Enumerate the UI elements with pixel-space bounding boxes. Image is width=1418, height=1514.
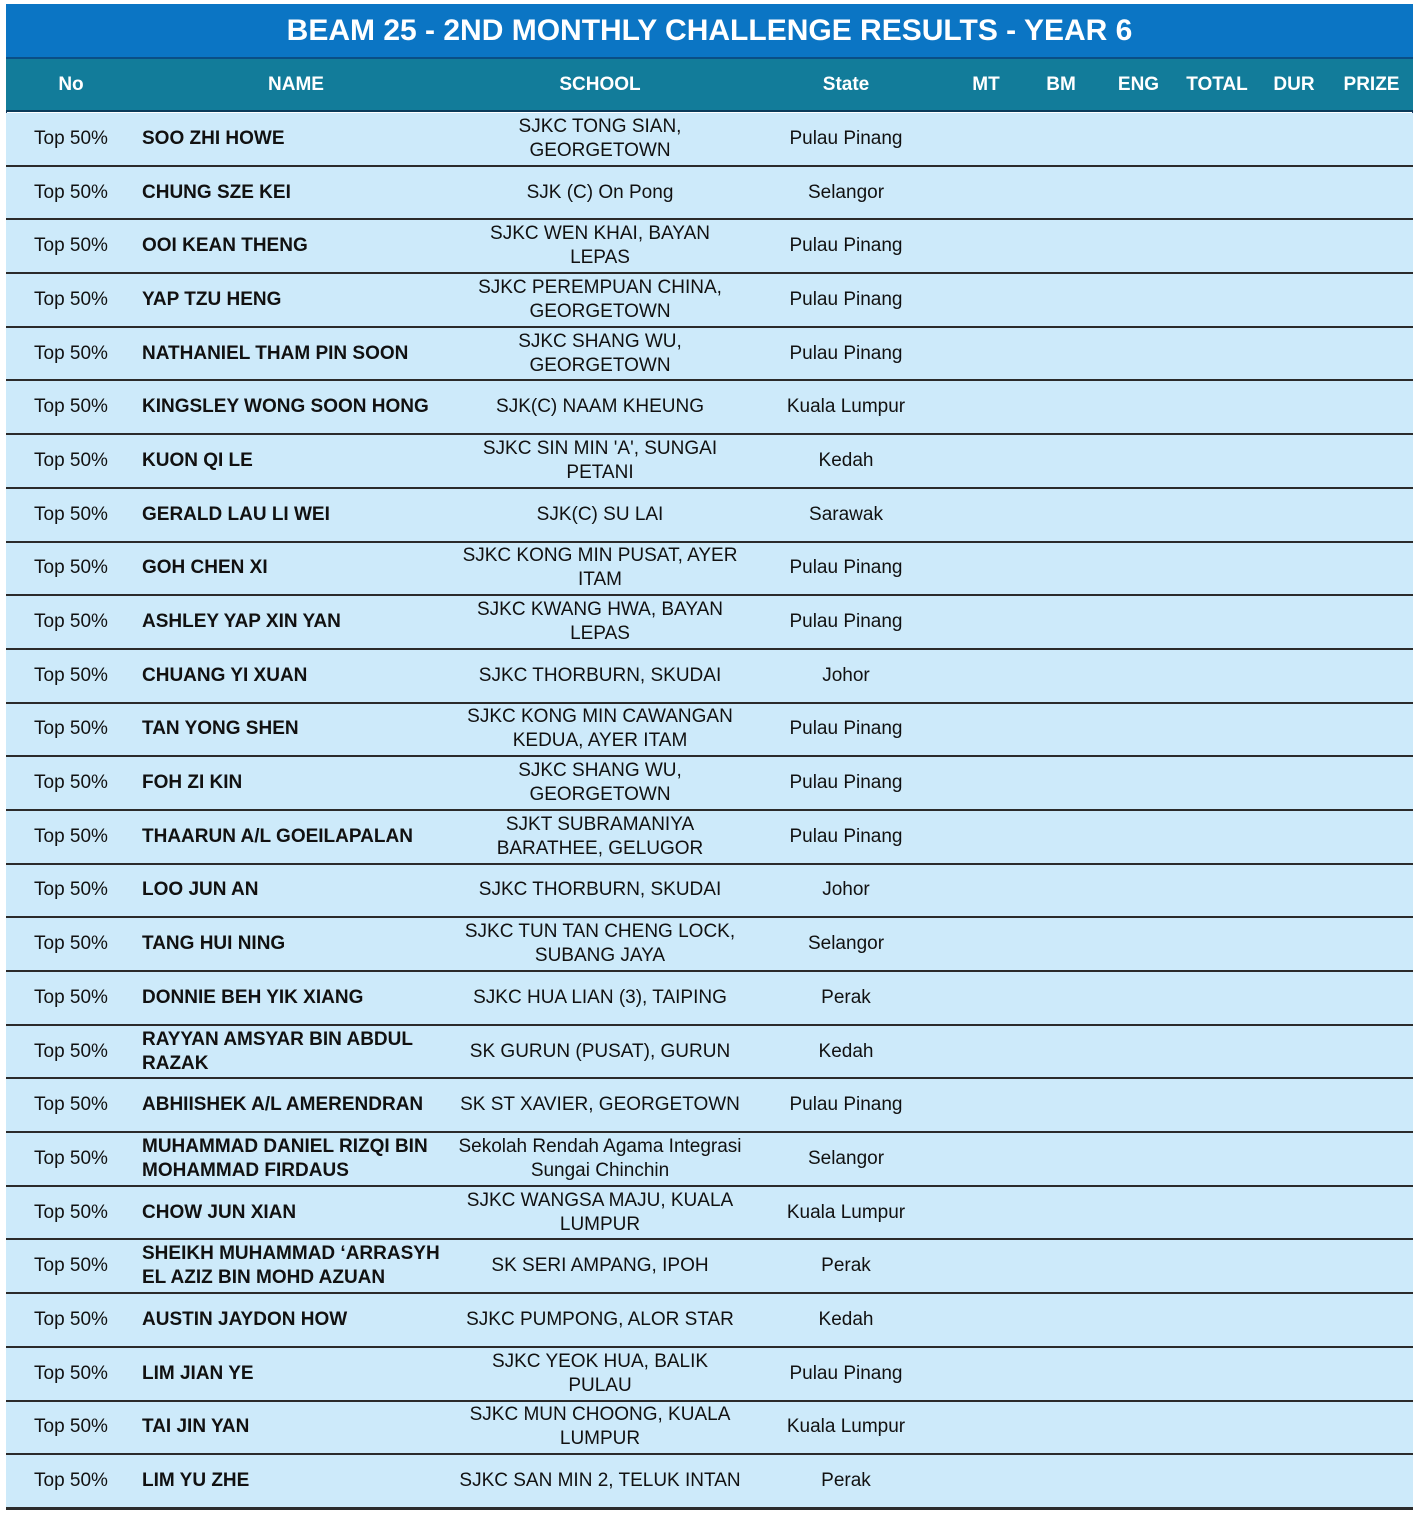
state-cell: Selangor	[807, 1147, 885, 1169]
table-row	[6, 381, 1413, 435]
rank-cell: Top 50%	[34, 933, 108, 955]
table-row	[6, 1402, 1413, 1456]
results-table-body	[6, 113, 1413, 1509]
state-cell: Pulau Pinang	[789, 342, 903, 364]
table-row	[6, 972, 1413, 1026]
rank-cell: Top 50%	[34, 1201, 108, 1223]
name-cell: CHUNG SZE KEI	[142, 181, 291, 203]
school-cell: SJKC PUMPONG, ALOR STAR	[466, 1308, 734, 1330]
name-cell: CHOW JUN XIAN	[142, 1201, 297, 1223]
state-cell: Pulau Pinang	[789, 825, 903, 847]
state-cell: Perak	[821, 1255, 871, 1277]
state-cell: Kuala Lumpur	[786, 1201, 906, 1223]
name-cell: SHEIKH MUHAMMAD ‘ARRASYH EL AZIZ BIN MOHD AZUAN	[142, 1243, 440, 1289]
table-row	[6, 167, 1413, 221]
table-bottom-border	[6, 1508, 1413, 1510]
state-cell: Johor	[822, 664, 870, 686]
page-title: BEAM 25 - 2ND MONTHLY CHALLENGE RESULTS - YEAR 6	[6, 4, 1413, 59]
rank-cell: Top 50%	[34, 772, 108, 794]
table-row	[6, 1294, 1413, 1348]
rank-cell: Top 50%	[34, 986, 108, 1008]
state-cell: Perak	[821, 986, 871, 1008]
school-cell: SJKC YEOK HUA, BALIK PULAU	[491, 1350, 709, 1396]
name-cell: DONNIE BEH YIK XIANG	[142, 986, 364, 1008]
name-cell: RAYYAN AMSYAR BIN ABDUL RAZAK	[142, 1028, 413, 1074]
school-cell: SJKC THORBURN, SKUDAI	[478, 879, 722, 901]
rank-cell: Top 50%	[34, 664, 108, 686]
state-cell: Selangor	[807, 933, 885, 955]
name-cell: THAARUN A/L GOEILAPALAN	[142, 825, 413, 847]
school-cell: SK ST XAVIER, GEORGETOWN	[460, 1094, 740, 1116]
rank-cell: Top 50%	[34, 503, 108, 525]
header-name: NAME	[268, 73, 324, 95]
table-row	[6, 1026, 1413, 1080]
name-cell: AUSTIN JAYDON HOW	[142, 1308, 348, 1330]
state-cell: Perak	[821, 1470, 871, 1492]
rank-cell: Top 50%	[34, 127, 108, 149]
header-eng: ENG	[1117, 73, 1160, 95]
school-cell: Sekolah Rendah Agama Integrasi Sungai Chinchin	[458, 1135, 742, 1181]
name-cell: FOH ZI KIN	[142, 772, 243, 794]
rank-cell: Top 50%	[34, 611, 108, 633]
table-row	[6, 865, 1413, 919]
rank-cell: Top 50%	[34, 1094, 108, 1116]
name-cell: LOO JUN AN	[142, 879, 259, 901]
name-cell: ABHIISHEK A/L AMERENDRAN	[142, 1094, 424, 1116]
school-cell: SJK(C) SU LAI	[536, 503, 664, 525]
rank-cell: Top 50%	[34, 1147, 108, 1169]
header-state: State	[822, 73, 870, 95]
state-cell: Kedah	[818, 1040, 874, 1062]
rank-cell: Top 50%	[34, 1308, 108, 1330]
header-prize: PRIZE	[1343, 73, 1400, 95]
rank-cell: Top 50%	[34, 879, 108, 901]
school-cell: SJKC SHANG WU, GEORGETOWN	[518, 760, 682, 806]
state-cell: Pulau Pinang	[789, 288, 903, 310]
table-row	[6, 704, 1413, 758]
school-cell: SJKC TUN TAN CHENG LOCK, SUBANG JAYA	[464, 921, 736, 967]
name-cell: OOI KEAN THENG	[142, 235, 308, 257]
name-cell: TANG HUI NING	[142, 933, 286, 955]
rank-cell: Top 50%	[34, 1470, 108, 1492]
table-row	[6, 811, 1413, 865]
state-cell: Pulau Pinang	[789, 611, 903, 633]
name-cell: TAN YONG SHEN	[142, 718, 299, 740]
header-school: SCHOOL	[559, 73, 641, 95]
table-row	[6, 435, 1413, 489]
name-cell: KINGSLEY WONG SOON HONG	[142, 396, 429, 418]
rank-cell: Top 50%	[34, 396, 108, 418]
school-cell: SJKC TONG SIAN, GEORGETOWN	[518, 115, 682, 161]
header-dur: DUR	[1273, 73, 1315, 95]
table-row	[6, 596, 1413, 650]
rank-cell: Top 50%	[34, 235, 108, 257]
school-cell: SJKC THORBURN, SKUDAI	[478, 664, 722, 686]
school-cell: SJKC KONG MIN CAWANGAN KEDUA, AYER ITAM	[467, 706, 733, 752]
name-cell: CHUANG YI XUAN	[142, 664, 308, 686]
name-cell: YAP TZU HENG	[142, 288, 282, 310]
header-total: TOTAL	[1186, 73, 1248, 95]
name-cell: SOO ZHI HOWE	[142, 127, 285, 149]
header-bm: BM	[1046, 73, 1076, 95]
school-cell: SJKT SUBRAMANIYA BARATHEE, GELUGOR	[496, 813, 704, 859]
name-cell: MUHAMMAD DANIEL RIZQI BIN MOHAMMAD FIRDAUS	[142, 1135, 428, 1181]
table-row	[6, 489, 1413, 543]
school-cell: SJKC SHANG WU, GEORGETOWN	[518, 330, 682, 376]
state-cell: Pulau Pinang	[789, 1362, 903, 1384]
state-cell: Kuala Lumpur	[786, 1416, 906, 1438]
rank-cell: Top 50%	[34, 342, 108, 364]
rank-cell: Top 50%	[34, 718, 108, 740]
rank-cell: Top 50%	[34, 288, 108, 310]
table-header	[6, 59, 1413, 112]
state-cell: Kuala Lumpur	[786, 396, 906, 418]
school-cell: SJKC SAN MIN 2, TELUK INTAN	[459, 1470, 741, 1492]
school-cell: SK SERI AMPANG, IPOH	[491, 1255, 709, 1277]
school-cell: SJKC WEN KHAI, BAYAN LEPAS	[490, 223, 710, 269]
rank-cell: Top 50%	[34, 1255, 108, 1277]
school-cell: SJK(C) NAAM KHEUNG	[496, 396, 704, 418]
school-cell: SJKC MUN CHOONG, KUALA LUMPUR	[469, 1404, 731, 1450]
state-cell: Pulau Pinang	[789, 127, 903, 149]
state-cell: Kedah	[818, 1308, 874, 1330]
name-cell: ASHLEY YAP XIN YAN	[142, 611, 341, 633]
table-row	[6, 650, 1413, 704]
name-cell: KUON QI LE	[142, 449, 253, 471]
rank-cell: Top 50%	[34, 181, 108, 203]
table-row	[6, 328, 1413, 382]
table-row	[6, 1079, 1413, 1133]
state-cell: Kedah	[818, 449, 874, 471]
table-row	[6, 113, 1413, 167]
table-row	[6, 918, 1413, 972]
state-cell: Pulau Pinang	[789, 235, 903, 257]
school-cell: SJK (C) On Pong	[526, 181, 674, 203]
state-cell: Sarawak	[809, 503, 883, 525]
school-cell: SJKC PEREMPUAN CHINA, GEORGETOWN	[478, 276, 722, 322]
state-cell: Pulau Pinang	[789, 718, 903, 740]
name-cell: GERALD LAU LI WEI	[142, 503, 330, 525]
rank-cell: Top 50%	[34, 1040, 108, 1062]
school-cell: SJKC HUA LIAN (3), TAIPING	[473, 986, 727, 1008]
school-cell: SJKC SIN MIN 'A', SUNGAI PETANI	[482, 437, 718, 483]
rank-cell: Top 50%	[34, 1362, 108, 1384]
name-cell: LIM JIAN YE	[142, 1362, 254, 1384]
table-row	[6, 1240, 1413, 1294]
state-cell: Pulau Pinang	[789, 772, 903, 794]
school-cell: SJKC KWANG HWA, BAYAN LEPAS	[477, 599, 723, 645]
name-cell: GOH CHEN XI	[142, 557, 268, 579]
rank-cell: Top 50%	[34, 1416, 108, 1438]
table-row	[6, 757, 1413, 811]
table-row	[6, 220, 1413, 274]
name-cell: TAI JIN YAN	[142, 1416, 250, 1438]
table-row	[6, 1187, 1413, 1241]
header-no: No	[58, 73, 84, 95]
school-cell: SK GURUN (PUSAT), GURUN	[469, 1040, 731, 1062]
state-cell: Johor	[822, 879, 870, 901]
name-cell: NATHANIEL THAM PIN SOON	[142, 342, 409, 364]
rank-cell: Top 50%	[34, 825, 108, 847]
table-row	[6, 274, 1413, 328]
table-row	[6, 1455, 1413, 1509]
table-row	[6, 1133, 1413, 1187]
table-row	[6, 543, 1413, 597]
rank-cell: Top 50%	[34, 449, 108, 471]
header-mt: MT	[972, 73, 1000, 95]
school-cell: SJKC WANGSA MAJU, KUALA LUMPUR	[466, 1189, 734, 1235]
state-cell: Pulau Pinang	[789, 557, 903, 579]
table-row	[6, 1348, 1413, 1402]
school-cell: SJKC KONG MIN PUSAT, AYER ITAM	[462, 545, 738, 591]
rank-cell: Top 50%	[34, 557, 108, 579]
name-cell: LIM YU ZHE	[142, 1470, 250, 1492]
state-cell: Pulau Pinang	[789, 1094, 903, 1116]
state-cell: Selangor	[807, 181, 885, 203]
